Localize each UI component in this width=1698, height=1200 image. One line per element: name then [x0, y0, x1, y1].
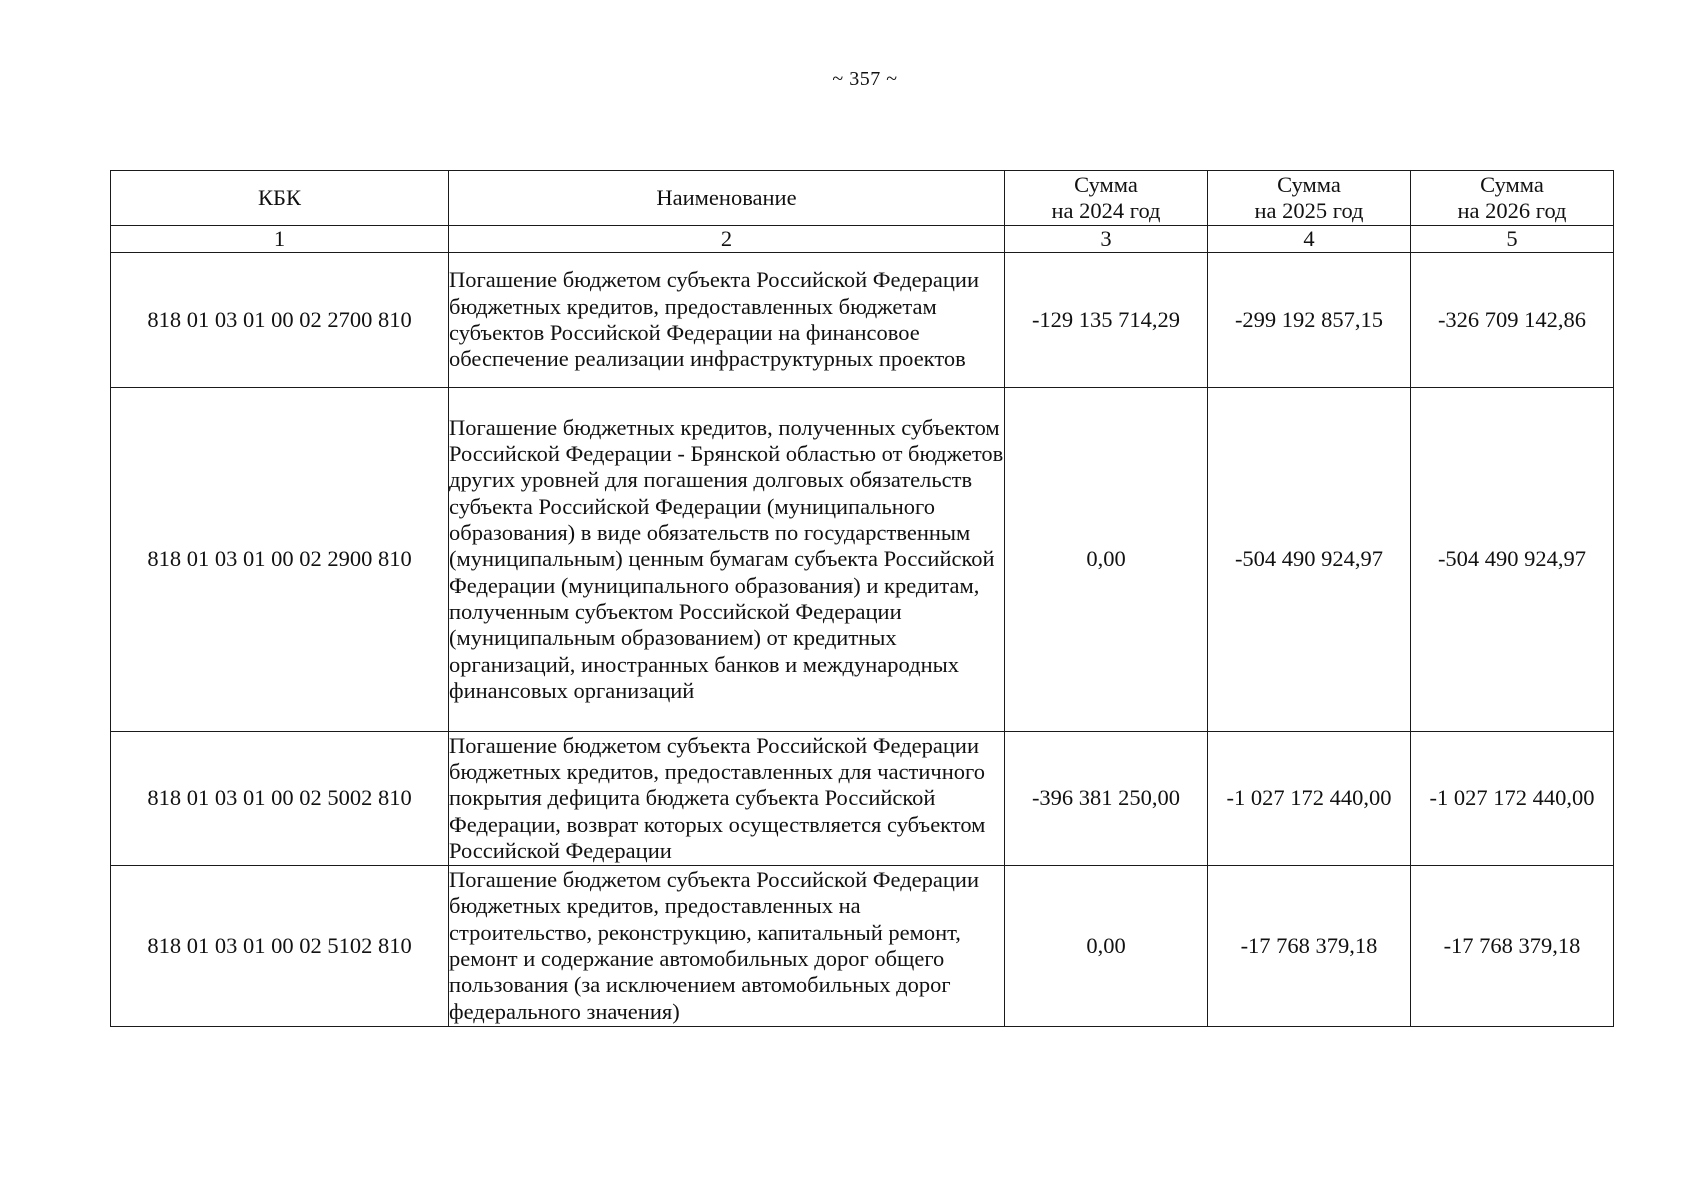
row-sum-2026: -1 027 172 440,00: [1411, 732, 1614, 866]
column-number: 5: [1411, 226, 1614, 253]
header-sum-label: Сумма: [1277, 171, 1341, 197]
row-name: Погашение бюджетом субъекта Российской Федерации бюджетных кредитов, предоставленных бюджетам субъектов Российской Федерации на финансовое обеспечение реализации инфраструктурных проектов: [449, 253, 1005, 388]
page-number: ~ 357 ~: [832, 68, 898, 90]
row-code: 818 01 03 01 00 02 2900 810: [111, 388, 449, 732]
row-name: Погашение бюджетом субъекта Российской Федерации бюджетных кредитов, предоставленных для частичного покрытия дефицита бюджета субъекта Российской Федерации, возврат которых осуществляется субъектом Российской Федерации: [449, 732, 1005, 866]
row-sum-2026: -504 490 924,97: [1411, 388, 1614, 732]
row-sum-2024: 0,00: [1005, 866, 1208, 1027]
row-sum-2025: -299 192 857,15: [1208, 253, 1411, 388]
header-name: Наименование: [449, 171, 1005, 226]
header-code: КБК: [111, 171, 449, 226]
table-row: [111, 388, 1614, 732]
header-sum-2024: [1005, 171, 1208, 226]
column-number: 3: [1005, 226, 1208, 253]
row-code: 818 01 03 01 00 02 5002 810: [111, 732, 449, 866]
row-sum-2024: -396 381 250,00: [1005, 732, 1208, 866]
header-year-2026: на 2026 год: [1457, 198, 1567, 223]
header-year-2025: на 2025 год: [1254, 198, 1364, 223]
column-number: 2: [449, 226, 1005, 253]
row-sum-2024: -129 135 714,29: [1005, 253, 1208, 388]
header-sum-2026: [1411, 171, 1614, 226]
row-sum-2025: -1 027 172 440,00: [1208, 732, 1411, 866]
column-number: 4: [1208, 226, 1411, 253]
row-sum-2024: 0,00: [1005, 388, 1208, 732]
column-number: 1: [111, 226, 449, 253]
row-sum-2026: -17 768 379,18: [1411, 866, 1614, 1027]
row-name: Погашение бюджетных кредитов, полученных субъектом Российской Федерации - Брянской областью от бюджетов других уровней для погашения долговых обязательств субъекта Российской Федерации (муниципального образования) в виде обязательств по государственным (муниципальным) ценным бумагам субъекта Российской Федерации (муниципального образования) и кредитам, полученным субъектом Российской Федерации (муниципальным образованием) от кредитных организаций, иностранных банков и международных финансовых организаций: [449, 388, 1005, 732]
row-sum-2025: -504 490 924,97: [1208, 388, 1411, 732]
table-row: [111, 253, 1614, 388]
row-name: Погашение бюджетом субъекта Российской Федерации бюджетных кредитов, предоставленных на строительство, реконструкцию, капитальный ремонт, ремонт и содержание автомобильных дорог общего пользования (за исключением автомобильных дорог федерального значения): [449, 866, 1005, 1027]
budget-table: [110, 170, 1614, 1027]
header-row: [111, 171, 1614, 226]
row-code: 818 01 03 01 00 02 2700 810: [111, 253, 449, 388]
header-sum-label: Сумма: [1074, 171, 1138, 197]
row-code: 818 01 03 01 00 02 5102 810: [111, 866, 449, 1027]
column-number-row: [111, 226, 1614, 253]
header-sum-2025: [1208, 171, 1411, 226]
row-sum-2026: -326 709 142,86: [1411, 253, 1614, 388]
row-sum-2025: -17 768 379,18: [1208, 866, 1411, 1027]
header-sum-label: Сумма: [1480, 171, 1544, 197]
table-row: [111, 732, 1614, 866]
table-row: [111, 866, 1614, 1027]
header-year-2024: на 2024 год: [1051, 198, 1161, 223]
